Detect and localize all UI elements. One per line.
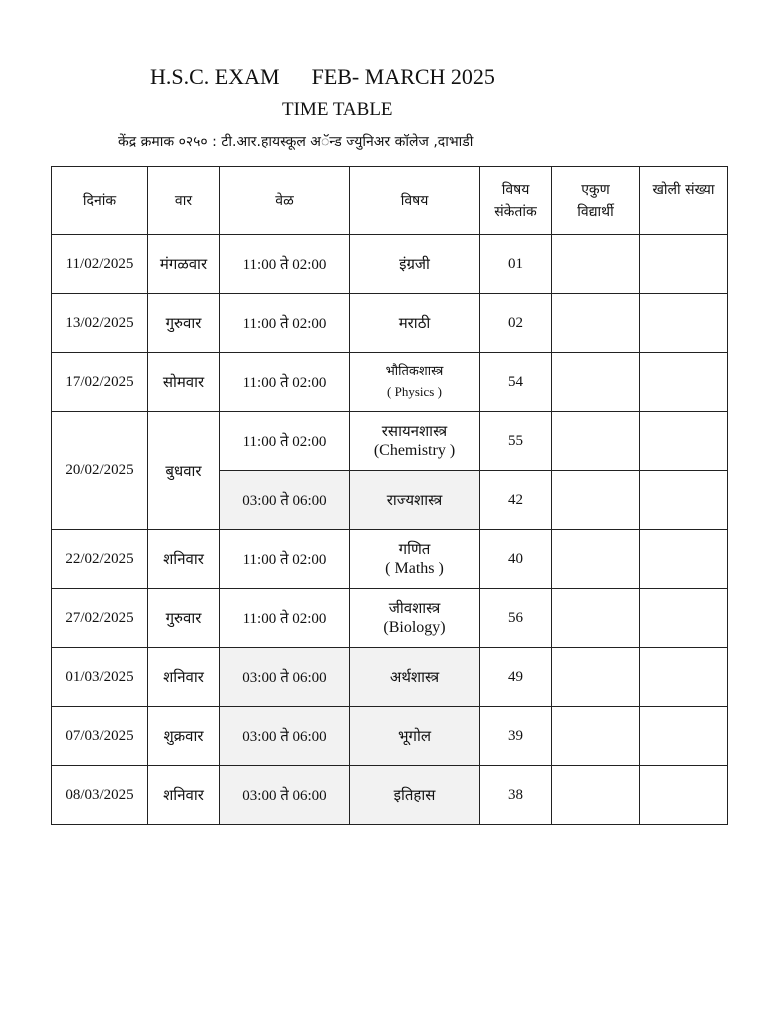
- exam-name: H.S.C. EXAM: [150, 64, 280, 89]
- code-cell: 39: [480, 707, 552, 766]
- header-row: [52, 167, 728, 235]
- code-cell: 02: [480, 294, 552, 353]
- time-cell: 03:00 ते 06:00: [220, 766, 350, 825]
- subject-name: जीवशास्त्र: [388, 599, 441, 617]
- header-total-students: [552, 167, 640, 235]
- code-cell: 55: [480, 412, 552, 471]
- students-cell: [552, 648, 640, 707]
- subject-cell: [350, 235, 480, 294]
- date-cell: 13/02/2025: [52, 294, 148, 353]
- table-row: [52, 707, 728, 766]
- exam-title: [150, 64, 495, 90]
- date-cell: 20/02/2025: [52, 412, 148, 530]
- code-cell: 38: [480, 766, 552, 825]
- header-rooms: खोली संख्या: [640, 167, 728, 235]
- subject-name: राज्यशास्त्र: [386, 491, 443, 509]
- header-code-line1: विषय: [501, 181, 530, 198]
- rooms-cell: [640, 235, 728, 294]
- header-time: वेळ: [220, 167, 350, 235]
- time-cell: 11:00 ते 02:00: [220, 294, 350, 353]
- subject-name: गणित: [398, 540, 431, 558]
- time-cell: 11:00 ते 02:00: [220, 412, 350, 471]
- day-cell: शनिवार: [148, 766, 220, 825]
- table-row: [52, 530, 728, 589]
- subject-cell: [350, 412, 480, 471]
- subject-name: इंग्रजी: [399, 255, 430, 273]
- time-cell: 11:00 ते 02:00: [220, 353, 350, 412]
- table-row: [52, 589, 728, 648]
- day-cell: गुरुवार: [148, 294, 220, 353]
- rooms-cell: [640, 589, 728, 648]
- subject-name: मराठी: [398, 314, 431, 332]
- subject-name-en: ( Physics ): [387, 384, 442, 399]
- rooms-cell: [640, 353, 728, 412]
- header-total-line1: एकुण: [581, 181, 610, 198]
- students-cell: [552, 235, 640, 294]
- date-cell: 01/03/2025: [52, 648, 148, 707]
- subject-cell: [350, 707, 480, 766]
- subject-name: भूगोल: [397, 727, 432, 745]
- rooms-cell: [640, 707, 728, 766]
- header-date: दिनांक: [52, 167, 148, 235]
- timetable-title: TIME TABLE: [282, 99, 393, 120]
- students-cell: [552, 766, 640, 825]
- centre-info: केंद्र क्रमाक ०२५० : टी.आर.हायस्कूल अॅन्ड ज्युनिअर कॉलेज ,दाभाडी: [118, 134, 474, 150]
- rooms-cell: [640, 471, 728, 530]
- table-row: [52, 235, 728, 294]
- subject-name-en: (Biology): [383, 619, 446, 636]
- date-cell: 22/02/2025: [52, 530, 148, 589]
- day-cell: शुक्रवार: [148, 707, 220, 766]
- subject-cell: [350, 589, 480, 648]
- day-cell: बुधवार: [148, 412, 220, 530]
- code-cell: 40: [480, 530, 552, 589]
- students-cell: [552, 471, 640, 530]
- date-cell: 11/02/2025: [52, 235, 148, 294]
- rooms-cell: [640, 530, 728, 589]
- date-cell: 17/02/2025: [52, 353, 148, 412]
- table-row: [52, 353, 728, 412]
- time-cell: 11:00 ते 02:00: [220, 530, 350, 589]
- subject-cell: [350, 530, 480, 589]
- date-cell: 08/03/2025: [52, 766, 148, 825]
- subject-cell: [350, 471, 480, 530]
- students-cell: [552, 412, 640, 471]
- subject-name: इतिहास: [393, 786, 436, 804]
- subject-name-en: (Chemistry ): [373, 442, 456, 459]
- day-cell: गुरुवार: [148, 589, 220, 648]
- header-day: वार: [148, 167, 220, 235]
- day-cell: सोमवार: [148, 353, 220, 412]
- header-total-line2: विद्यार्थी: [577, 203, 614, 220]
- code-cell: 54: [480, 353, 552, 412]
- timetable: [51, 166, 728, 825]
- date-cell: 07/03/2025: [52, 707, 148, 766]
- table-row: [52, 294, 728, 353]
- header-subject: विषय: [350, 167, 480, 235]
- time-cell: 03:00 ते 06:00: [220, 471, 350, 530]
- subject-cell: [350, 353, 480, 412]
- day-cell: शनिवार: [148, 648, 220, 707]
- subject-name: रसायनशास्त्र: [381, 422, 448, 440]
- students-cell: [552, 530, 640, 589]
- students-cell: [552, 294, 640, 353]
- code-cell: 01: [480, 235, 552, 294]
- rooms-cell: [640, 766, 728, 825]
- subject-cell: [350, 648, 480, 707]
- code-cell: 49: [480, 648, 552, 707]
- code-cell: 56: [480, 589, 552, 648]
- time-cell: 03:00 ते 06:00: [220, 648, 350, 707]
- exam-session: FEB- MARCH 2025: [311, 64, 495, 89]
- students-cell: [552, 353, 640, 412]
- time-cell: 11:00 ते 02:00: [220, 235, 350, 294]
- header-code-line2: संकेतांक: [494, 203, 537, 220]
- day-cell: शनिवार: [148, 530, 220, 589]
- subject-name-en: ( Maths ): [385, 560, 444, 577]
- subject-cell: [350, 766, 480, 825]
- time-cell: 11:00 ते 02:00: [220, 589, 350, 648]
- time-cell: 03:00 ते 06:00: [220, 707, 350, 766]
- header-subject-code: [480, 167, 552, 235]
- code-cell: 42: [480, 471, 552, 530]
- students-cell: [552, 589, 640, 648]
- subject-name: अर्थशास्त्र: [389, 668, 440, 686]
- rooms-cell: [640, 648, 728, 707]
- rooms-cell: [640, 412, 728, 471]
- day-cell: मंगळवार: [148, 235, 220, 294]
- subject-name: भौतिकशास्त्र: [385, 364, 444, 379]
- rooms-cell: [640, 294, 728, 353]
- students-cell: [552, 707, 640, 766]
- table-row: [52, 766, 728, 825]
- table-row: [52, 648, 728, 707]
- date-cell: 27/02/2025: [52, 589, 148, 648]
- subject-cell: [350, 294, 480, 353]
- table-row: [52, 412, 728, 471]
